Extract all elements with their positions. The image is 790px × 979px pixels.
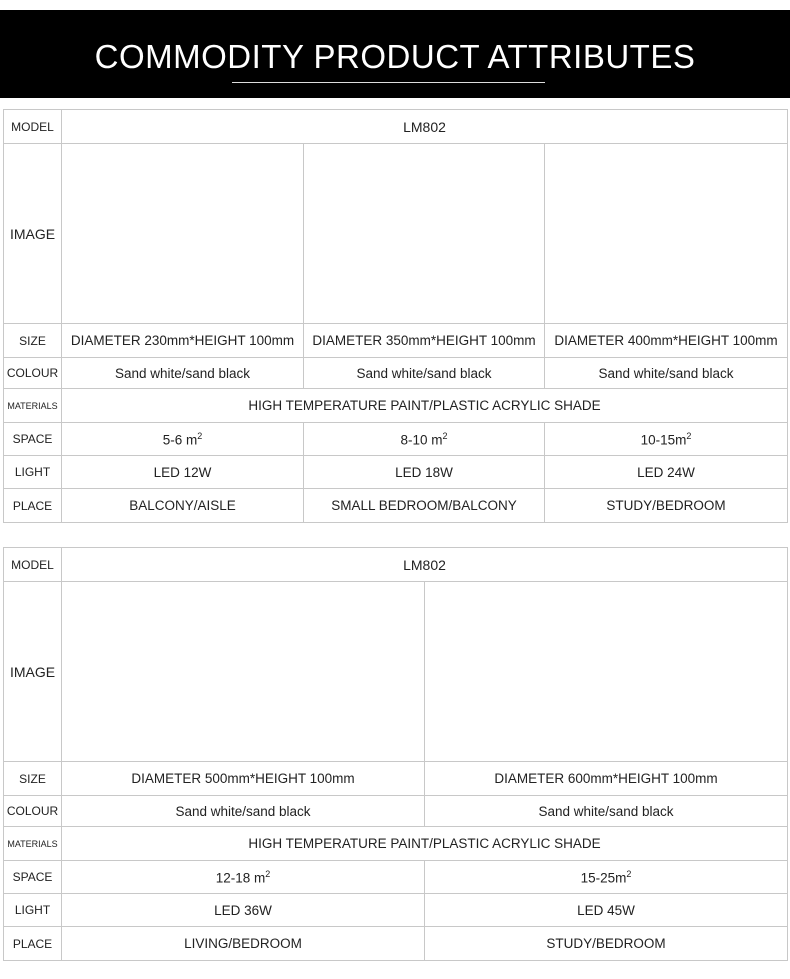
table-row xyxy=(4,861,788,894)
label-place: PLACE xyxy=(4,927,62,961)
table-row xyxy=(4,827,788,861)
table-row xyxy=(4,423,788,456)
product-image xyxy=(545,144,788,324)
place-value: SMALL BEDROOM/BALCONY xyxy=(304,489,545,523)
light-value: LED 45W xyxy=(425,894,788,927)
space-value: 12-18 $m^2$ xyxy=(62,861,425,894)
colour-value: Sand white/sand black xyxy=(62,796,425,827)
spec-table-1 xyxy=(3,109,788,523)
table-row xyxy=(4,796,788,827)
model-value: LM802 xyxy=(62,110,788,144)
table-row xyxy=(4,110,788,144)
label-materials: MATERIALS xyxy=(4,389,62,423)
label-size: SIZE xyxy=(4,324,62,358)
title-underline xyxy=(232,82,545,83)
space-value: 5-6 $m^2$ xyxy=(62,423,304,456)
materials-value: HIGH TEMPERATURE PAINT/PLASTIC ACRYLIC SHADE xyxy=(62,389,788,423)
label-light: LIGHT xyxy=(4,894,62,927)
light-value: LED 24W xyxy=(545,456,788,489)
space-value: $15-25m^2$ xyxy=(425,861,788,894)
table-row xyxy=(4,762,788,796)
table-row xyxy=(4,894,788,927)
label-model: MODEL xyxy=(4,548,62,582)
colour-value: Sand white/sand black xyxy=(425,796,788,827)
label-image: IMAGE xyxy=(4,144,62,324)
label-light: LIGHT xyxy=(4,456,62,489)
table-row xyxy=(4,489,788,523)
place-value: LIVING/BEDROOM xyxy=(62,927,425,961)
size-value: DIAMETER 600mm*HEIGHT 100mm xyxy=(425,762,788,796)
label-size: SIZE xyxy=(4,762,62,796)
space-value: 8-10 $m^2$ xyxy=(304,423,545,456)
space-value: $10-15m^2$ xyxy=(545,423,788,456)
place-value: STUDY/BEDROOM xyxy=(425,927,788,961)
table-row xyxy=(4,582,788,762)
table-row xyxy=(4,144,788,324)
materials-value: HIGH TEMPERATURE PAINT/PLASTIC ACRYLIC SHADE xyxy=(62,827,788,861)
label-materials: MATERIALS xyxy=(4,827,62,861)
table-row xyxy=(4,389,788,423)
colour-value: Sand white/sand black xyxy=(545,358,788,389)
light-value: LED 12W xyxy=(62,456,304,489)
header-banner xyxy=(0,10,790,98)
size-value: DIAMETER 400mm*HEIGHT 100mm xyxy=(545,324,788,358)
size-value: DIAMETER 350mm*HEIGHT 100mm xyxy=(304,324,545,358)
table-row xyxy=(4,927,788,961)
product-image xyxy=(62,144,304,324)
label-space: SPACE xyxy=(4,861,62,894)
model-value: LM802 xyxy=(62,548,788,582)
table-row xyxy=(4,324,788,358)
place-value: STUDY/BEDROOM xyxy=(545,489,788,523)
colour-value: Sand white/sand black xyxy=(62,358,304,389)
label-model: MODEL xyxy=(4,110,62,144)
product-image xyxy=(425,582,788,762)
label-space: SPACE xyxy=(4,423,62,456)
light-value: LED 18W xyxy=(304,456,545,489)
light-value: LED 36W xyxy=(62,894,425,927)
place-value: BALCONY/AISLE xyxy=(62,489,304,523)
table-row xyxy=(4,548,788,582)
table-row xyxy=(4,358,788,389)
size-value: DIAMETER 500mm*HEIGHT 100mm xyxy=(62,762,425,796)
product-image xyxy=(304,144,545,324)
page-title: COMMODITY PRODUCT ATTRIBUTES xyxy=(94,38,696,75)
label-image: IMAGE xyxy=(4,582,62,762)
spec-table-2 xyxy=(3,547,788,961)
label-colour: COLOUR xyxy=(4,796,62,827)
product-image xyxy=(62,582,425,762)
label-colour: COLOUR xyxy=(4,358,62,389)
label-place: PLACE xyxy=(4,489,62,523)
colour-value: Sand white/sand black xyxy=(304,358,545,389)
table-row xyxy=(4,456,788,489)
size-value: DIAMETER 230mm*HEIGHT 100mm xyxy=(62,324,304,358)
